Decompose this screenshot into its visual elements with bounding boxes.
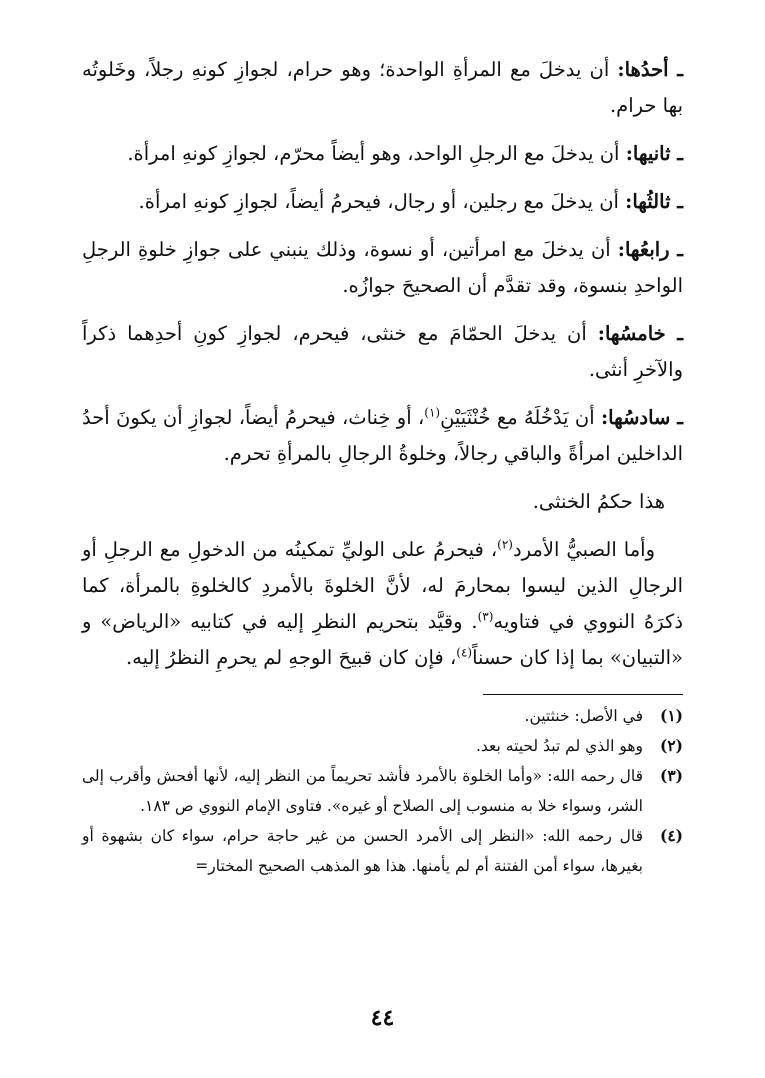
- paragraph-third: [82, 184, 683, 220]
- paragraph-text: أن يدخلَ مع الرجلِ الواحد، وهو أيضاً محرّم، لجوازِ كونهِ امرأة.: [127, 142, 626, 165]
- paragraph-lead: ـ ثالثُها:: [625, 190, 683, 213]
- paragraph-sixth: [82, 400, 683, 472]
- footnote-number: (٢): [659, 736, 683, 755]
- footnote-number: (٣): [659, 766, 683, 785]
- paragraph-text: أن يدخلَ مع رجلين، أو رجال، فيحرمُ أيضاً، لجوازِ كونهِ امرأة.: [138, 190, 626, 213]
- paragraph-text: أن يدخلَ مع المرأةِ الواحدة؛ وهو حرام، لجوازِ كونهِ رجلاً، وخَلوتُه بها حرام.: [82, 58, 683, 117]
- paragraph-text: أن يدخلَ مع امرأتين، أو نسوة، وذلك ينبني على جوازِ خلوةِ الرجلِ الواحدِ بنسوة، وقد تقدَّم أن الصحيحَ جوازُه.: [82, 238, 683, 297]
- main-paragraph: [82, 532, 683, 676]
- paragraph-text: وأما الصبيُّ الأمرد: [512, 538, 655, 561]
- footnote-number: (١): [659, 706, 683, 725]
- paragraph-fifth: [82, 316, 683, 388]
- footnote-text: في الأصل: خنثتين.: [524, 707, 643, 725]
- footnote-marker: (٣): [477, 609, 494, 624]
- paragraph-lead: ـ ثانيها:: [625, 142, 683, 165]
- footnote-marker: (١): [424, 405, 441, 420]
- summary-line: هذا حكمُ الخنثى.: [532, 490, 665, 513]
- footnote-text: قال رحمه الله: «وأما الخلوة بالأمرد فأشد تحريماً من النظر إليه، لأنها أفحش وأقرب إلى الشر، وسواء خلا به منسوب إلى الصلاح أو غيره». فتاوى الإمام النووي ص ١٨٣.: [82, 767, 643, 815]
- paragraph-second: [82, 136, 683, 172]
- paragraph-first: [82, 52, 683, 124]
- footnote: [82, 761, 683, 821]
- paragraph-lead: ـ رابعُها:: [617, 238, 683, 261]
- paragraph-lead: ـ خامسُها:: [597, 322, 683, 345]
- page-number: ٤٤: [370, 1005, 395, 1031]
- footnote-divider: [483, 694, 683, 695]
- paragraph-text: ، أو خِناث، فيحرمُ أيضاً، لجوازِ أن يكونَ أحدُ الداخلين امرأةً والباقي رجالاً، وخلوةُ الرجالِ بالمرأةِ تحرم.: [82, 406, 683, 465]
- paragraph-lead: ـ أحدُها:: [617, 58, 683, 81]
- footnote: [82, 701, 683, 731]
- paragraph-fourth: [82, 232, 683, 304]
- footnote: [82, 821, 683, 881]
- footnote-marker: (٢): [497, 537, 513, 552]
- paragraph-text: . وقيَّد بتحريم النظرِ إليه في كتابيه «الرياض» و «التبيان» بما إذا كان حسناً: [82, 610, 683, 669]
- paragraph-text: أن يَدْخُلَهُ مع خُنْثَيَيْنِ: [440, 406, 601, 429]
- footnote: [82, 731, 683, 761]
- paragraph-text: ، فيحرمُ على الوليِّ تمكينُه من الدخولِ مع الرجلِ أو الرجالِ الذين ليسوا بمحارمَ له، لأنَّ الخلوةَ بالأمردِ كالخلوةِ بالمرأة، كما ذكرَهُ النووي في فتاويه: [82, 538, 683, 633]
- paragraph-text: ، فإن كان قبيحَ الوجهِ لم يحرمِ النظرُ إليه.: [125, 646, 457, 669]
- footnote-number: (٤): [659, 826, 683, 845]
- footnote-text: وهو الذي لم تبدُ لحيته بعد.: [475, 737, 643, 755]
- footnote-marker: (٤): [456, 645, 473, 660]
- footnote-text: قال رحمه الله: «النظر إلى الأمرد الحسن من غير حاجة حرام، سواء كان بشهوة أو بغيرها، سواء أمن الفتنة أم لم يأمنها. هذا هو المذهب الصحيح المختار=: [82, 827, 643, 875]
- paragraph-text: أن يدخلَ الحمّامَ مع خنثى، فيحرم، لجوازِ كونِ أحدِهما ذكراً والآخرِ أنثى.: [82, 322, 683, 381]
- paragraph-lead: ـ سادسُها:: [600, 406, 683, 429]
